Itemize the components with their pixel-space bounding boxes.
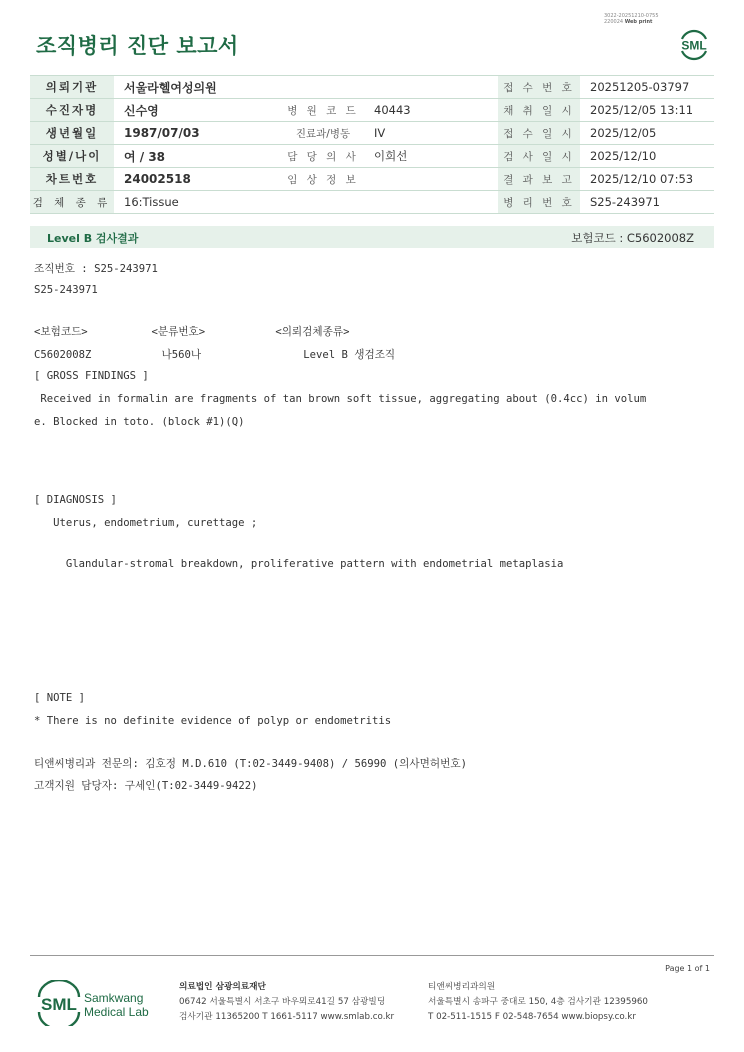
value-report-dt: 2025/12/10 07:53 (580, 168, 714, 191)
footer-lab-contact: T 02-511-1515 F 02-548-7654 www.biopsy.co.kr (428, 1012, 636, 1022)
label-clinical-info: 임 상 정 보 (282, 168, 364, 191)
gross-findings-text: e. Blocked in toto. (block #1)(Q) (34, 416, 245, 428)
value-patient: 신수영 (114, 99, 282, 122)
label-dept: 진료과/병동 (282, 122, 364, 145)
table-row (30, 168, 714, 191)
sml-logo-icon (676, 26, 712, 62)
insurance-code: 보험코드 : C5602008Z (571, 231, 694, 245)
label-exam-date: 검 사 일 시 (498, 145, 580, 168)
print-reference (604, 13, 659, 25)
footer-logo-name1: Samkwang (84, 991, 144, 1005)
value-receipt-date: 2025/12/05 (580, 122, 714, 145)
tissue-no-value: S25-243971 (34, 284, 98, 296)
gross-findings-text: Received in formalin are fragments of tan brown soft tissue, aggregating about (0.4cc) in volum (34, 393, 647, 405)
footer-logo-sml: SML (41, 995, 77, 1014)
codes-values: C5602008Z 나560나 Level B 생검조직 (34, 349, 396, 361)
table-row (30, 191, 714, 214)
label-collection-dt: 채 취 일 시 (498, 99, 580, 122)
footer-lab-name: 티앤씨병리과의원 (428, 982, 496, 992)
value-chart-no: 24002518 (114, 168, 282, 191)
value-path-no: S25-243971 (580, 191, 714, 214)
label-path-no: 병 리 번 호 (498, 191, 580, 214)
patient-info-table (30, 75, 714, 214)
diagnosis-site: Uterus, endometrium, curettage ; (34, 517, 258, 529)
label-requesting-org: 의뢰기관 (30, 76, 114, 99)
label-receipt-date: 접 수 일 시 (498, 122, 580, 145)
footer-company-name: 의료법인 삼광의료재단 (179, 982, 266, 992)
footer-lab-address: 서울특별시 송파구 중대로 150, 4층 검사기관 12395960 (428, 997, 648, 1007)
value-sex-age: 여 / 38 (114, 145, 282, 168)
codes-header: <보험코드> <분류번호> <의뢰검체종류> (34, 326, 350, 338)
support-contact: 고객지원 담당자: 구세인(T:02-3449-9422) (34, 780, 258, 792)
value-exam-date: 2025/12/10 (580, 145, 714, 168)
value-dob: 1987/07/03 (114, 122, 282, 145)
table-row (30, 76, 714, 99)
page-number: Page 1 of 1 (665, 964, 710, 973)
footer-company-contact: 검사기관 11365200 T 1661-5117 www.smlab.co.kr (179, 1012, 395, 1022)
label-report-dt: 결 과 보 고 (498, 168, 580, 191)
value-specimen: 16:Tissue (114, 191, 498, 214)
value-doctor: 이희선 (364, 145, 498, 168)
value-requesting-org: 서울라헬여성의원 (114, 76, 498, 99)
value-clinical-info (364, 168, 498, 191)
samkwang-logo-icon (36, 980, 156, 1026)
sml-logo-text: SML (681, 38, 707, 53)
ref-line-2: 220024 Web print (604, 19, 653, 25)
section-title: Level B 검사결과 (47, 232, 139, 245)
value-dept: IV (364, 122, 498, 145)
label-receipt-no: 접 수 번 호 (498, 76, 580, 99)
tissue-no-line: 조직번호 : S25-243971 (34, 263, 158, 275)
footer-company-address: 06742 서울특별시 서초구 바우뫼로41길 57 삼광빌딩 (179, 997, 386, 1007)
ref-line-1: 3022-20251210-0755 (604, 13, 659, 19)
gross-findings-header: [ GROSS FINDINGS ] (34, 370, 149, 382)
value-receipt-no: 20251205-03797 (580, 76, 714, 99)
table-row (30, 145, 714, 168)
footer-lab-info (428, 980, 648, 1025)
report-title: 조직병리 진단 보고서 (36, 34, 239, 58)
footer-company-info (179, 980, 394, 1025)
label-chart-no: 차트번호 (30, 168, 114, 191)
label-doctor: 담 당 의 사 (282, 145, 364, 168)
footer-logo-name2: Medical Lab (84, 1005, 149, 1019)
table-row (30, 99, 714, 122)
note-text: * There is no definite evidence of polyp or endometritis (34, 715, 392, 727)
value-hospital-code: 40443 (364, 99, 498, 122)
note-header: [ NOTE ] (34, 692, 86, 704)
result-section-header (30, 226, 714, 248)
table-row (30, 122, 714, 145)
diagnosis-text: Glandular-stromal breakdown, proliferative pattern with endometrial metaplasia (34, 558, 564, 570)
label-specimen: 검 체 종 류 (30, 191, 114, 214)
value-collection-dt: 2025/12/05 13:11 (580, 99, 714, 122)
pathologist-signature: 티앤씨병리과 전문의: 김호정 M.D.610 (T:02-3449-9408) / 56990 (의사면허번호) (34, 758, 467, 770)
label-dob: 생년월일 (30, 122, 114, 145)
diagnosis-header: [ DIAGNOSIS ] (34, 494, 117, 506)
label-hospital-code: 병 원 코 드 (282, 99, 364, 122)
footer-divider (30, 955, 714, 956)
label-sex-age: 성별/나이 (30, 145, 114, 168)
label-patient: 수진자명 (30, 99, 114, 122)
